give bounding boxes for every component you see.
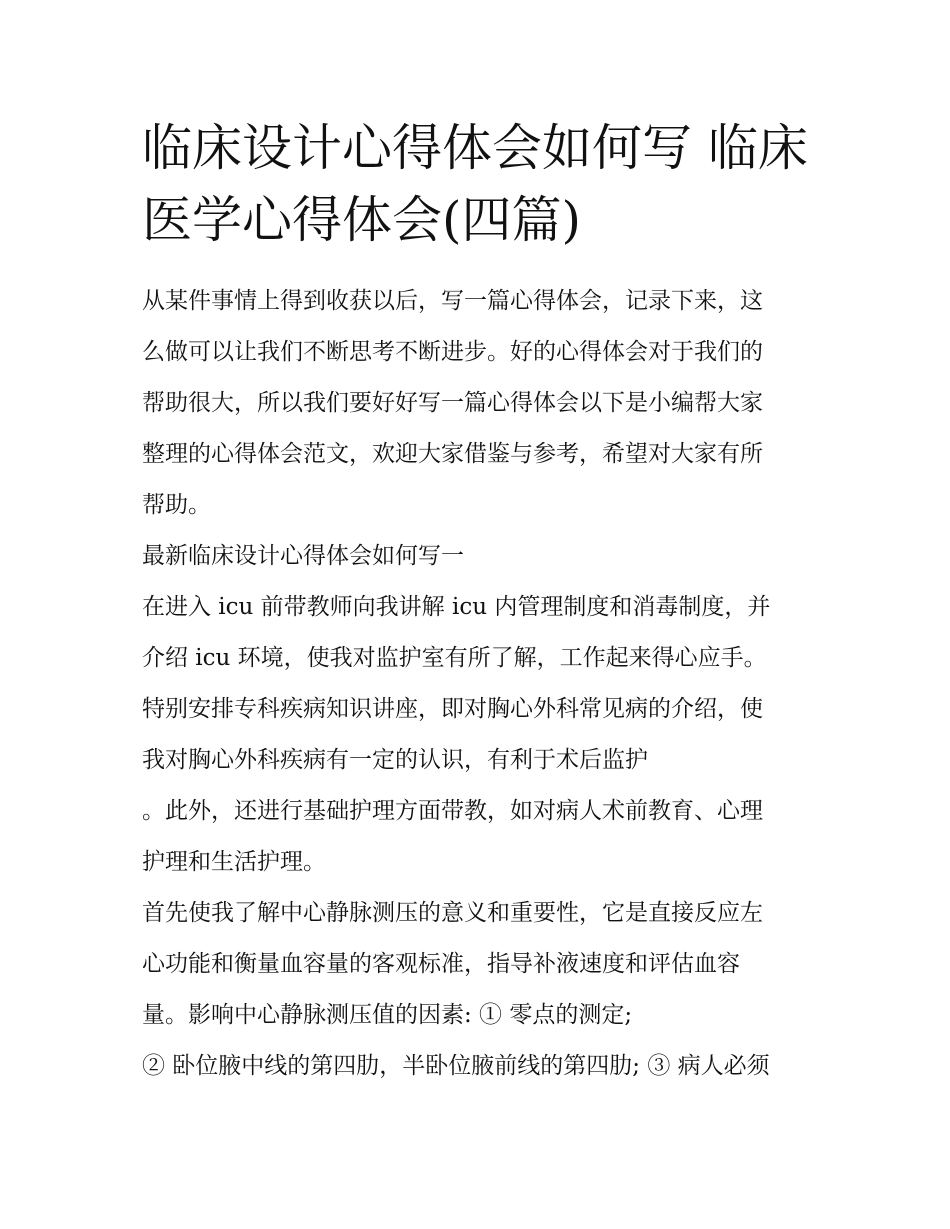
text-line: 首先使我了解中心静脉测压的意义和重要性，它是直接反应左 (142, 900, 763, 926)
text-line: 量。影响中心静脉测压值的因素: ① 零点的测定; (142, 1002, 633, 1028)
document-body (142, 276, 814, 1092)
document-page (142, 112, 814, 1092)
title-line: 临床设计心得体会如何写 临床 (142, 119, 808, 177)
intro-paragraph (142, 276, 814, 531)
text-line: 么做可以让我们不断思考不断进步。好的心得体会对于我们的 (142, 339, 763, 365)
text-line: 在进入 icu 前带教师向我讲解 icu 内管理制度和消毒制度，并 (142, 594, 771, 620)
body-paragraph (142, 582, 814, 888)
text-line: 最新临床设计心得体会如何写一 (142, 543, 464, 569)
text-line: 帮助。 (142, 492, 211, 518)
section-heading (142, 531, 814, 582)
body-paragraph (142, 1041, 814, 1092)
text-line: 从某件事情上得到收获以后，写一篇心得体会，记录下来，这 (142, 288, 763, 314)
text-line: 。此外，还进行基础护理方面带教，如对病人术前教育、心理 (142, 798, 763, 824)
body-paragraph (142, 888, 814, 1041)
text-line: ② 卧位腋中线的第四肋，半卧位腋前线的第四肋; ③ 病人必须 (142, 1053, 770, 1079)
title-line: 医学心得体会(四篇) (142, 191, 582, 249)
text-line: 介绍 icu 环境，使我对监护室有所了解，工作起来得心应手。 (142, 645, 767, 671)
document-title (142, 112, 814, 256)
text-line: 护理和生活护理。 (142, 849, 326, 875)
text-line: 特别安排专科疾病知识讲座，即对胸心外科常见病的介绍，使 (142, 696, 763, 722)
text-line: 心功能和衡量血容量的客观标准，指导补液速度和评估血容 (142, 951, 740, 977)
text-line: 我对胸心外科疾病有一定的认识，有利于术后监护 (142, 747, 648, 773)
text-line: 整理的心得体会范文，欢迎大家借鉴与参考，希望对大家有所 (142, 441, 763, 467)
text-line: 帮助很大，所以我们要好好写一篇心得体会以下是小编帮大家 (142, 390, 763, 416)
